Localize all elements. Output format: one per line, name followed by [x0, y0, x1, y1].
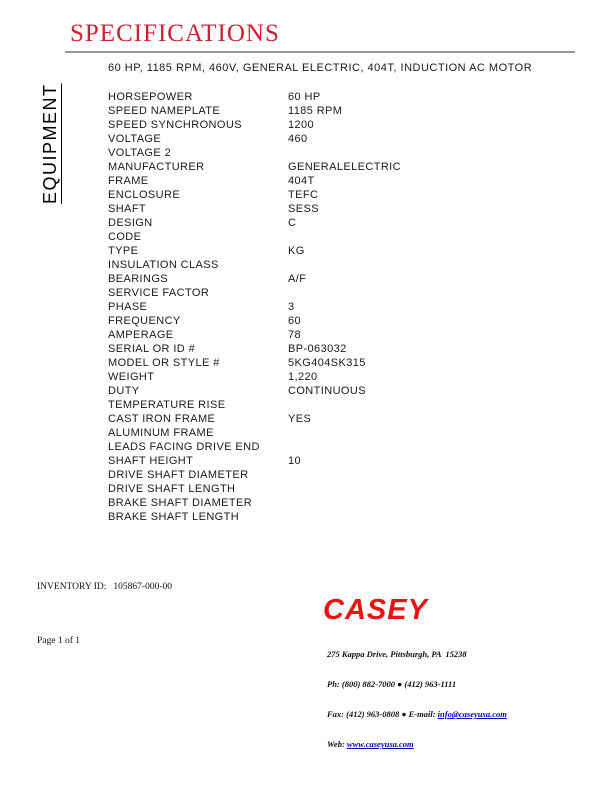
spec-label: CAST IRON FRAME [108, 413, 216, 425]
spec-value: 60 [288, 315, 302, 327]
spec-label: CODE [108, 231, 142, 243]
spec-row [108, 132, 401, 146]
spec-row [108, 482, 401, 496]
spec-label: VOLTAGE [108, 133, 162, 145]
spec-label: DRIVE SHAFT DIAMETER [108, 469, 249, 481]
spec-value: KG [288, 245, 305, 257]
spec-value: 78 [288, 329, 302, 341]
spec-value: BP-063032 [288, 343, 347, 355]
spec-label: VOLTAGE 2 [108, 147, 172, 159]
spec-row [108, 342, 401, 356]
spec-row [108, 314, 401, 328]
company-address: 275 Kappa Drive, Pittsburgh, PA 15238 [327, 649, 467, 659]
spec-label: WEIGHT [108, 371, 155, 383]
title-rule [65, 51, 575, 53]
spec-table [108, 90, 401, 524]
spec-value: CONTINUOUS [288, 385, 366, 397]
spec-value: 1,220 [288, 371, 318, 383]
spec-label: FREQUENCY [108, 315, 181, 327]
equipment-section-label: EQUIPMENT [40, 83, 60, 204]
spec-row [108, 412, 401, 426]
spec-value: 5KG404SK315 [288, 357, 366, 369]
spec-label: MODEL OR STYLE # [108, 357, 220, 369]
spec-row [108, 174, 401, 188]
spec-value: SESS [288, 203, 319, 215]
spec-value: 60 HP [288, 91, 321, 103]
spec-row [108, 328, 401, 342]
web-prefix: Web: [327, 739, 347, 749]
motor-summary: 60 HP, 1185 RPM, 460V, GENERAL ELECTRIC, 404T, INDUCTION AC MOTOR [108, 62, 533, 74]
spec-row [108, 216, 401, 230]
spec-row [108, 370, 401, 384]
spec-label: SHAFT [108, 203, 147, 215]
spec-label: HORSEPOWER [108, 91, 193, 103]
spec-row [108, 202, 401, 216]
spec-row [108, 188, 401, 202]
spec-value: A/F [288, 273, 307, 285]
spec-label: LEADS FACING DRIVE END [108, 441, 260, 453]
web-link[interactable]: www.caseyusa.com [346, 739, 414, 749]
spec-label: BEARINGS [108, 273, 169, 285]
page-number: Page 1 of 1 [37, 636, 81, 646]
fax-email-prefix: Fax: (412) 963-0808 ● E-mail: [327, 709, 438, 719]
spec-row [108, 398, 401, 412]
spec-row [108, 468, 401, 482]
spec-row [108, 230, 401, 244]
spec-label: SERVICE FACTOR [108, 287, 210, 299]
spec-value: TEFC [288, 189, 319, 201]
spec-label: DESIGN [108, 217, 153, 229]
spec-row [108, 160, 401, 174]
spec-row [108, 258, 401, 272]
inventory-id-value: 105867-000-00 [113, 582, 172, 592]
spec-label: AMPERAGE [108, 329, 174, 341]
spec-label: INSULATION CLASS [108, 259, 219, 271]
spec-label: ALUMINUM FRAME [108, 427, 214, 439]
spec-row [108, 244, 401, 258]
company-web [327, 739, 507, 749]
company-phone: Ph: (800) 882-7000 ● (412) 963-1111 [327, 679, 457, 689]
email-link[interactable]: info@caseyusa.com [437, 709, 507, 719]
spec-label: TYPE [108, 245, 139, 257]
spec-label: FRAME [108, 175, 149, 187]
spec-value: C [288, 217, 297, 229]
spec-row [108, 510, 401, 524]
company-contact-block [327, 629, 507, 769]
spec-row [108, 90, 401, 104]
company-logo: CASEY [323, 594, 428, 626]
spec-row [108, 118, 401, 132]
spec-row [108, 384, 401, 398]
spec-label: SPEED NAMEPLATE [108, 105, 221, 117]
spec-row [108, 426, 401, 440]
inventory-id [37, 582, 172, 592]
page-title: SPECIFICATIONS [70, 20, 280, 47]
spec-value: 1185 RPM [288, 105, 343, 117]
spec-value: 1200 [288, 119, 315, 131]
spec-label: SERIAL OR ID # [108, 343, 196, 355]
spec-label: TEMPERATURE RISE [108, 399, 226, 411]
spec-row [108, 440, 401, 454]
spec-value: YES [288, 413, 312, 425]
spec-row [108, 104, 401, 118]
spec-label: BRAKE SHAFT DIAMETER [108, 497, 253, 509]
spec-row [108, 272, 401, 286]
spec-label: SPEED SYNCHRONOUS [108, 119, 242, 131]
spec-row [108, 286, 401, 300]
spec-label: BRAKE SHAFT LENGTH [108, 511, 240, 523]
spec-row [108, 356, 401, 370]
spec-row [108, 300, 401, 314]
spec-value: 10 [288, 455, 302, 467]
spec-row [108, 146, 401, 160]
spec-label: DRIVE SHAFT LENGTH [108, 483, 236, 495]
spec-row [108, 454, 401, 468]
spec-label: DUTY [108, 385, 140, 397]
spec-label: PHASE [108, 301, 148, 313]
spec-label: SHAFT HEIGHT [108, 455, 194, 467]
spec-value: 460 [288, 133, 308, 145]
spec-row [108, 496, 401, 510]
spec-label: ENCLOSURE [108, 189, 181, 201]
company-fax-email [327, 709, 507, 719]
spec-label: MANUFACTURER [108, 161, 205, 173]
spec-value: GENERALELECTRIC [288, 161, 401, 173]
spec-value: 404T [288, 175, 315, 187]
spec-value: 3 [288, 301, 295, 313]
inventory-id-label: INVENTORY ID: [37, 582, 107, 592]
